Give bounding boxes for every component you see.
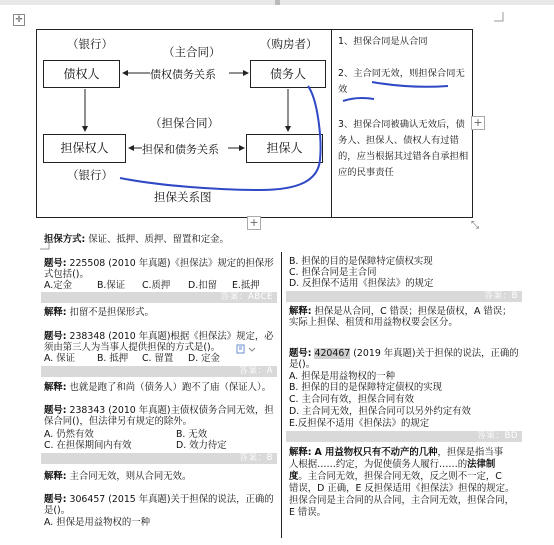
note-1: 1、担保合同是从合同 [338,36,428,47]
q4-option-a: A. 担保是用益物权的一种 [44,517,150,528]
q4-option-b: B. 担保的目的是保障特定债权实现 [289,256,433,267]
q5-explanation-2: 人根据……约定，为促使债务人履行……的法律制 [289,459,496,470]
column-divider [281,252,282,538]
q2-option-a: A. 保证 [44,353,75,364]
q1-option-c: C.质押 [142,280,171,291]
q3-option-d: D. 效力待定 [176,440,227,451]
bank-label-bottom: （银行） [67,168,113,182]
q5-explanation-5: 担保合同是主合同的从合同，主合同无效，担保合同， [289,495,515,506]
q5-option-b: B. 担保的目的是保障特定债权的实现 [289,382,443,393]
q5-title: 题号: 420467 (2019 年真题)关于担保的说法，正确的 [289,348,519,359]
paste-options-icon[interactable] [236,344,258,354]
q2-explanation: 解释: 也就是跑了和尚（债务人）跑不了庙（保证人）。 [44,382,272,393]
q2-option-c: C. 留置 [142,353,174,364]
guarantee-methods: 担保方式: 保证、抵押、质押、留置和定金。 [44,234,229,245]
q4-explanation: 解释: 担保是从合同，C 错误；担保是债权，A 错误； [289,306,512,317]
q4-answer-bar: 答案：B [286,291,522,302]
bank-label-top: （银行） [67,37,113,51]
q3-answer-bar: 答案：B [41,453,277,464]
q3-title-2: 保合同()，但法律另有规定的除外。 [44,416,192,427]
q2-answer-bar: 答案：A [41,366,277,377]
q2-option-b: B. 抵押 [97,353,129,364]
q5-option-c: C. 主合同有效，担保合同有效 [289,394,415,405]
table-resize-icon[interactable]: ⤡ [471,220,479,231]
add-row-button[interactable]: + [247,216,261,230]
q2-title: 题号: 238348 (2010 年真题)根据《担保法》规定，必 [44,331,274,342]
q1-option-d: D.扣留 [188,280,217,291]
pen-underline-short [343,98,374,101]
q5-explanation: 解释: A 用益物权只有不动产的几种，担保是指当事 [289,447,504,458]
q1-title: 题号: 225508 (2010 年真题)《担保法》规定的担保形 [44,258,274,269]
main-contract-label: （主合同） [163,45,221,59]
q1-option-a: A.定金 [44,280,72,291]
q5-explanation-3: 度。主合同无效，担保合同无效，反之则不一定，C [289,471,502,482]
q4-option-d: D. 反担保不适用《担保法》的规定 [289,278,434,289]
q4-explanation-2: 实际上担保、租赁和用益物权要会区分。 [289,317,458,328]
guarantee-contract-label: （担保合同） [150,116,219,130]
q3-option-c: C. 在担保期间内有效 [44,440,132,451]
q1-option-b: B.保证 [97,280,126,291]
q3-option-a: A. 仍然有效 [44,429,94,440]
creditor-box: 债权人 [43,60,120,88]
guarantee-relation: 担保和债务关系 [142,143,219,156]
q1-title-2: 式包括()。 [44,269,89,280]
q5-explanation-6: E 错误。 [289,507,327,518]
q5-option-a: A. 担保是用益物权的一种 [289,371,395,382]
guarantee-creditor-box: 担保权人 [43,134,126,163]
q3-explanation: 解释: 主合同无效，则从合同无效。 [44,471,192,482]
table-move-handle-icon[interactable]: ✛ [13,14,25,26]
q3-option-b: B. 无效 [176,429,208,440]
q2-title-2: 须由第三人为当事人提供担保的方式是()。 [44,342,221,353]
add-column-button[interactable]: + [471,116,485,130]
q1-explanation: 解释: 扣留不是担保形式。 [44,307,154,318]
q4-title-2: 是()。 [44,505,71,516]
note-3: 3、担保合同被确认无效后，债务人、担保人、债权人有过错的，应当根据其过错各自承担相应的民事责任 [338,119,469,178]
q1-option-e: E.抵押 [232,280,260,291]
q4-title: 题号: 306457 (2015 年真题)关于担保的说法，正确的 [44,494,274,505]
guarantor-box: 担保人 [246,134,323,163]
pen-annotation-loop [120,86,321,190]
creditor-debtor-relation: 债权债务关系 [150,68,216,81]
q5-option-e: E.反担保不适用《担保法》的规定 [289,418,430,429]
q5-option-d: D. 主合同无效，担保合同可以另外约定有效 [289,406,471,417]
q3-title: 题号: 238343 (2010 年真题)主债权债务合同无效，担 [44,405,274,416]
diagram-caption: 担保关系图 [154,190,212,204]
q4-option-c: C. 担保合同是主合同 [289,267,377,278]
q5-title-2: 是()。 [289,359,316,370]
note-2: 2、主合同无效，则担保合同无效 [338,68,465,95]
q2-option-d: D. 定金 [188,353,220,364]
q1-answer-bar: 答案：ABCE [41,292,277,303]
q5-answer-bar: 答案：BD [286,431,522,442]
q5-explanation-4: 错误，D 正确，E 反担保适用《担保法》担保的规定。 [289,483,515,494]
debtor-box: 债务人 [250,60,326,88]
buyer-label: （购房者） [260,37,318,51]
